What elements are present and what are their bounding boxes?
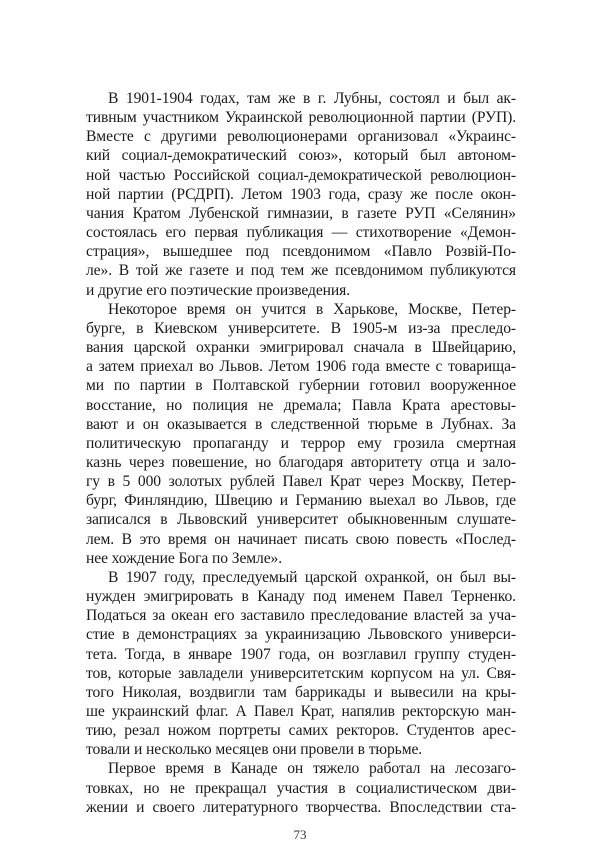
text-line: страция», вышедшее под псевдонимом «Павло Розвій-По-	[86, 243, 516, 261]
text-line: Первое время в Канаде он тяжело работал на лесозаго-	[108, 760, 516, 778]
text-line: записался в Львовский университет обыкновенным слушате-	[86, 511, 516, 529]
text-line: нужден эмигрировать в Канаду под именем Павел Терненко.	[86, 588, 516, 606]
text-line: вают и он оказывается в следственной тюрьме в Лубнах. За	[86, 415, 516, 433]
text-line: тов, которые завладели университетским корпусом на ул. Свя-	[86, 664, 516, 682]
text-line: ми по партии в Полтавской губернии готовил вооруженное	[86, 377, 516, 395]
body-text	[86, 0, 516, 817]
text-line: нее хождение Бога по Земле».	[86, 549, 283, 567]
text-line: восстание, но полиция не дремала; Павла Крата арестовы-	[86, 396, 516, 414]
text-line: тивным участником Украинской революционной партии (РУП).	[86, 109, 516, 127]
text-line: стие в демонстрациях за украинизацию Львовского универси-	[86, 626, 516, 644]
text-line: товках, но не прекращал участия в социалистическом дви-	[86, 779, 516, 797]
text-line: гу в 5 000 золотых рублей Павел Крат через Москву, Петер-	[86, 473, 516, 491]
text-line: бург, Финляндию, Швецию и Германию выехал во Львов, где	[86, 492, 516, 510]
text-line: кий социал-демократический союз», который был автоном-	[86, 147, 516, 165]
text-line: ле». В той же газете и под тем же псевдонимом публикуются	[86, 262, 516, 280]
text-line: тию, резал ножом портреты самих ректоров. Студентов арес-	[86, 722, 516, 740]
text-line: тета. Тогда, в январе 1907 года, он возглавил группу студен-	[86, 645, 516, 663]
text-line: бурге, в Киевском университете. В 1905-м из-за преследо-	[86, 319, 516, 337]
text-line: политическую пропаганду и террор ему грозила смертная	[86, 434, 516, 452]
text-line: Вместе с другими революционерами организовал «Украинс-	[86, 128, 516, 146]
text-line: В 1907 году, преследуемый царской охранкой, он был вы-	[108, 568, 516, 586]
text-line: а затем приехал во Львов. Летом 1906 года вместе с товарища-	[86, 358, 516, 376]
text-line: казнь через повешение, но благодаря авторитету отца и зало-	[86, 453, 516, 471]
text-line: и другие его поэтические произведения.	[86, 281, 350, 299]
paragraph	[86, 89, 516, 300]
page-number: 73	[293, 826, 307, 842]
paragraph	[86, 568, 516, 760]
text-line: ной частью Российской социал-демократической революцион-	[86, 166, 516, 184]
text-line: Податься за океан его заставило преследование властей за уча-	[86, 607, 516, 625]
text-line: ной партии (РСДРП). Летом 1903 года, сразу же после окон-	[86, 185, 516, 203]
text-line: лем. В это время он начинает писать свою повесть «Послед-	[86, 530, 516, 548]
text-line: состоялась его первая публикация — стихотворение «Демон-	[86, 224, 516, 242]
text-line: вания царской охранки эмигрировал сначала в Швейцарию,	[86, 339, 516, 357]
text-line: В 1901-1904 годах, там же в г. Лубны, состоял и был ак-	[108, 90, 516, 107]
text-line: жении и своего литературного творчества. Впоследствии ста-	[86, 798, 516, 816]
text-line: Некоторое время он учится в Харькове, Москве, Петер-	[108, 300, 516, 318]
paragraph	[86, 759, 516, 816]
text-line: того Николая, воздвигли там баррикады и вывесили на кры-	[86, 683, 516, 701]
paragraph	[86, 300, 516, 568]
text-line: чания Кратом Лубенской гимназии, в газете РУП «Селянин»	[86, 204, 516, 222]
text-line: товали и несколько месяцев они провели в тюрьме.	[86, 741, 423, 759]
text-line: ше украинский флаг. А Павел Крат, напялив ректорскую ман-	[86, 703, 516, 720]
